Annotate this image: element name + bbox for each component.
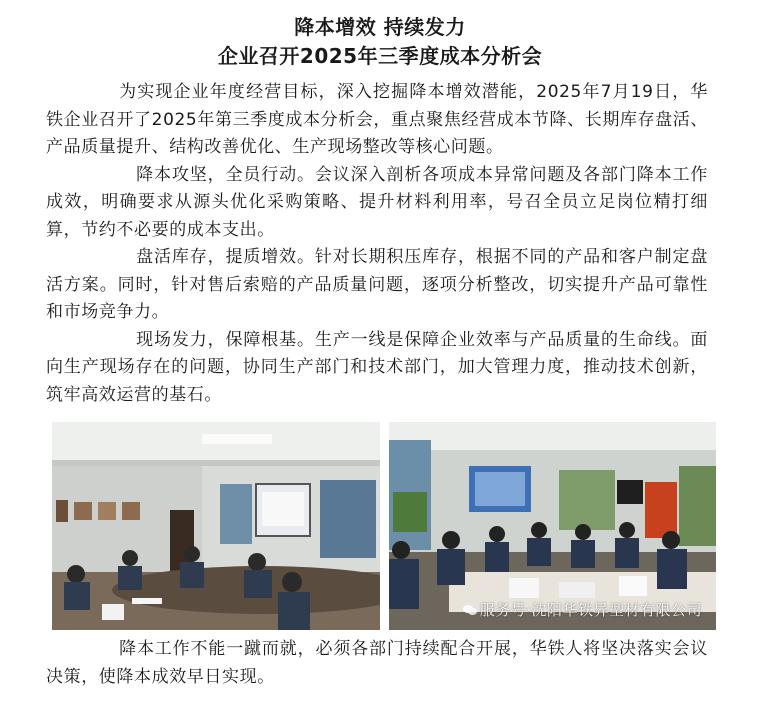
- article-title: 降本增效 持续发力: [294, 15, 466, 39]
- paragraph-closing: 降本工作不能一蹴而就，必须各部门持续配合开展，华铁人将坚决落实会议决策，使降本成效早日实现。: [46, 639, 708, 687]
- wechat-icon: [463, 604, 477, 616]
- article-closing: [46, 636, 708, 691]
- meeting-photo-left: [52, 422, 380, 630]
- meeting-photos: [52, 422, 716, 630]
- paragraph-production-site: 现场发力，保障根基。生产一线是保障企业效率与产品质量的生命线。面向生产现场存在的问题，协同生产部门和技术部门，加大管理力度，推动技术创新，筑牢高效运营的基石。: [46, 329, 708, 405]
- meeting-photo-right: [389, 422, 716, 630]
- photo-watermark: [463, 599, 702, 620]
- paragraph-cost-reduction: 降本攻坚，全员行动。会议深入剖析各项成本异常问题及各部门降本工作成效，明确要求从源头优化采购策略、提升材料利用率，号召全员立足岗位精打细算，节约不必要的成本支出。: [46, 164, 708, 240]
- paragraph-inventory: 盘活库存，提质增效。针对长期积压库存，根据不同的产品和客户制定盘活方案。同时，针对售后索赔的产品质量问题，逐项分析整改，切实提升产品可靠性和市场竞争力。: [46, 247, 708, 322]
- article-subtitle: 企业召开2025年三季度成本分析会: [217, 44, 543, 68]
- paragraph-intro: 为实现企业年度经营目标，深入挖掘降本增效潜能，2025年7月19日，华铁企业召开了2025年第三季度成本分析会，重点聚焦经营成本节降、长期库存盘活、产品质量提升、结构改善优化、生产现场整改等核心问题。: [46, 82, 708, 157]
- article-body: [0, 71, 760, 409]
- watermark-text: 服务号·沈阳华铁异型材有限公司: [479, 601, 702, 619]
